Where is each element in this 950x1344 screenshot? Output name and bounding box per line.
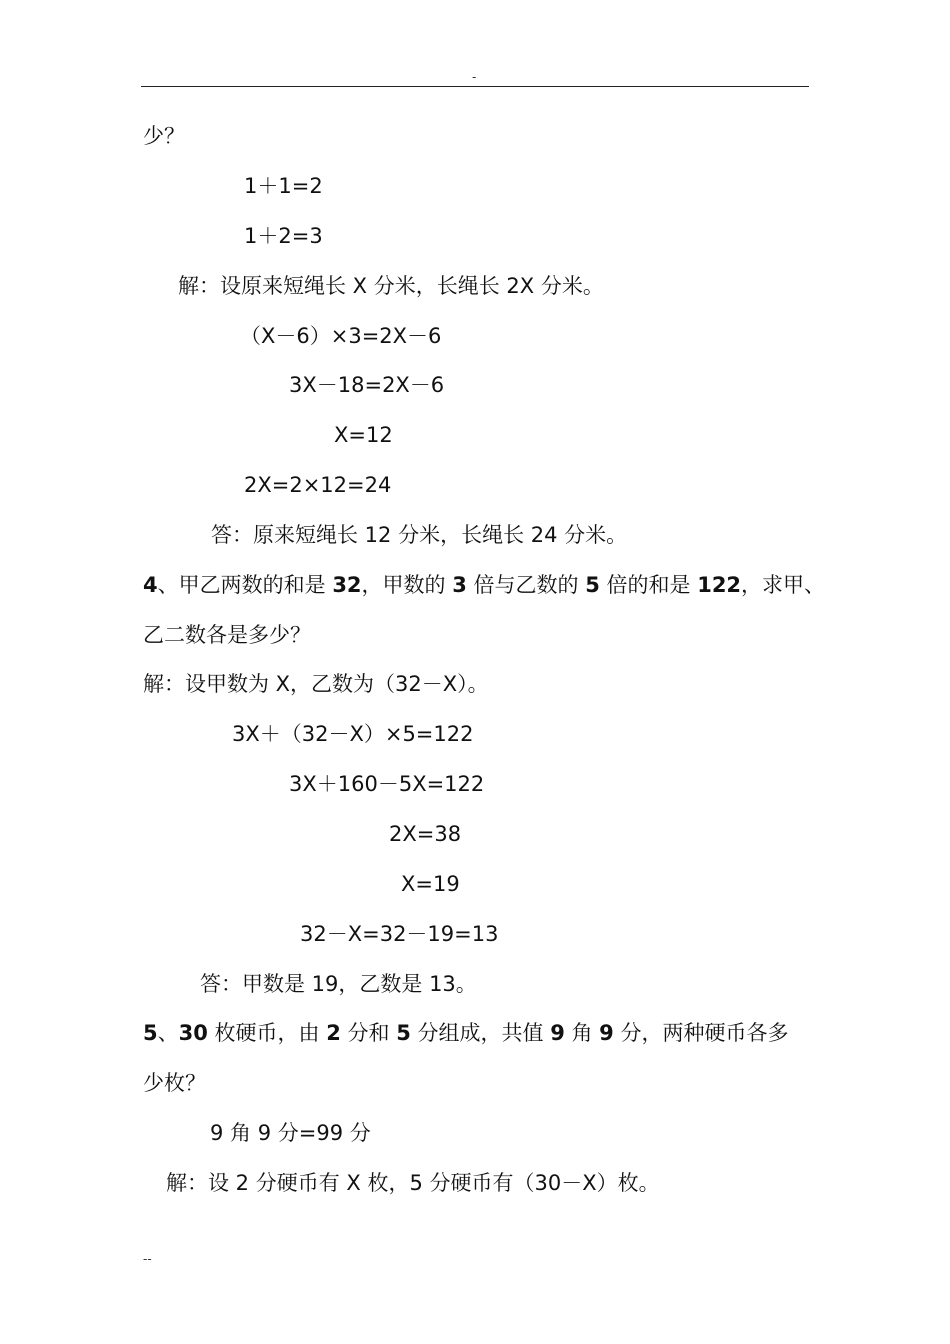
text-line: 少枚？	[143, 1071, 206, 1095]
equation-line: 32－X=32－19=13	[300, 922, 499, 946]
solution-line: 解：设甲数为 X，乙数为（32－X）。	[143, 672, 489, 696]
equation-line: （X－6）×3=2X－6	[240, 324, 442, 348]
header-mark: -	[472, 70, 477, 84]
footer-mark: --	[143, 1252, 152, 1266]
equation-line: 1＋1=2	[244, 174, 323, 198]
equation-line: 2X=2×12=24	[244, 473, 392, 497]
equation-line: X=19	[401, 872, 460, 896]
question-number: 5	[143, 1021, 158, 1045]
header-rule	[141, 86, 809, 87]
equation-line: 3X－18=2X－6	[289, 373, 445, 397]
text-line: 乙二数各是多少？	[143, 623, 311, 647]
equation-line: 3X＋160－5X=122	[289, 772, 485, 796]
equation-line: 2X=38	[389, 822, 462, 846]
answer-line: 答：原来短绳长 12 分米，长绳长 24 分米。	[211, 523, 628, 547]
question-number: 4	[143, 573, 158, 597]
equation-line: X=12	[334, 423, 393, 447]
equation-line: 9 角 9 分=99 分	[210, 1121, 371, 1145]
text-line: 少？	[143, 124, 185, 148]
question-4: 4、甲乙两数的和是 32，甲数的 3 倍与乙数的 5 倍的和是 122，求甲、	[143, 573, 826, 597]
solution-line: 解：设原来短绳长 X 分米，长绳长 2X 分米。	[178, 274, 604, 298]
solution-line: 解：设 2 分硬币有 X 枚，5 分硬币有（30－X）枚。	[166, 1171, 660, 1195]
question-5: 5、30 枚硬币，由 2 分和 5 分组成，共值 9 角 9 分，两种硬币各多	[143, 1021, 789, 1045]
equation-line: 1＋2=3	[244, 224, 323, 248]
equation-line: 3X＋（32－X）×5=122	[232, 722, 474, 746]
answer-line: 答：甲数是 19，乙数是 13。	[200, 972, 477, 996]
